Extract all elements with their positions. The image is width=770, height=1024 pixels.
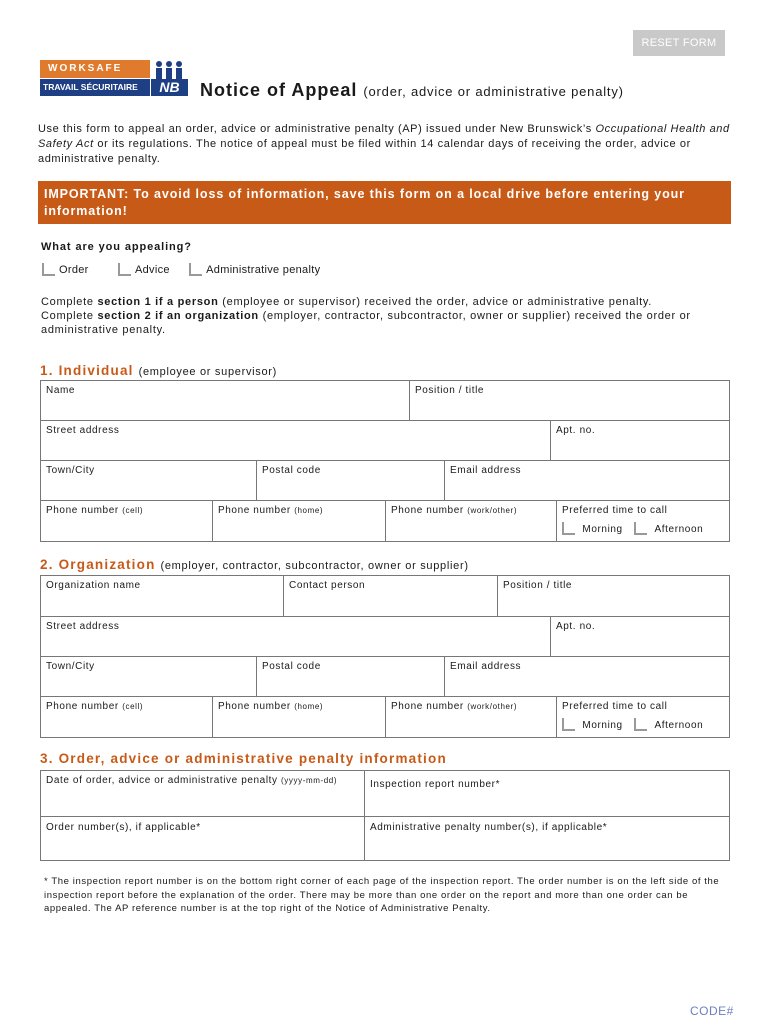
s2-phone-cell-label: Phone number <box>46 701 119 712</box>
s1-position-field[interactable] <box>409 380 730 421</box>
s1-name-field[interactable] <box>40 380 410 421</box>
s2-home-note: (home) <box>294 702 324 711</box>
s1-home-note: (home) <box>294 506 324 515</box>
s2-street-label: Street address <box>46 621 120 632</box>
s2-phone-work-label: Phone number <box>391 701 464 712</box>
section1-subtitle: (employee or supervisor) <box>138 366 278 378</box>
s1-morning-checkbox[interactable] <box>562 522 575 535</box>
s2-email-label: Email address <box>450 661 522 672</box>
advice-checkbox[interactable] <box>118 263 131 276</box>
s1-phone-work-field[interactable] <box>385 500 557 542</box>
s3-order-numbers-field[interactable] <box>40 816 365 861</box>
s1-email-field[interactable] <box>444 460 730 501</box>
s1-postal-label: Postal code <box>262 465 321 476</box>
intro-text <box>38 122 738 167</box>
completion-instructions <box>41 295 741 337</box>
s2-contact-label: Contact person <box>289 580 366 591</box>
s3-ap-numbers-label: Administrative penalty number(s), if applicable* <box>370 822 608 833</box>
s2-town-field[interactable] <box>40 656 257 697</box>
s2-org-name-label: Organization name <box>46 580 141 591</box>
s1-afternoon-checkbox[interactable] <box>634 522 647 535</box>
s1-apt-field[interactable] <box>550 420 730 461</box>
s1-phone-home-field[interactable] <box>212 500 386 542</box>
s1-phone-work-label: Phone number <box>391 505 464 516</box>
s1-position-label: Position / title <box>415 385 485 396</box>
intro-act: Occupational Health and Safety Act <box>38 123 730 150</box>
section2-heading <box>40 557 469 572</box>
s1-name-label: Name <box>46 385 76 396</box>
s3-ap-numbers-field[interactable] <box>364 816 730 861</box>
complete-l1b: section 1 if a person <box>97 296 219 308</box>
s1-cell-note: (cell) <box>122 506 144 515</box>
s3-inspection-label: Inspection report number* <box>370 779 501 790</box>
s2-phone-work-field[interactable] <box>385 696 557 738</box>
reset-form-button[interactable]: RESET FORM <box>633 30 725 56</box>
s2-postal-field[interactable] <box>256 656 445 697</box>
complete-l2c: (employer, contractor, subcontractor, owner or supplier) received the order or administrative penalty. <box>41 310 691 336</box>
s1-preferred-time-label: Preferred time to call <box>562 505 668 516</box>
section2-title: 2. Organization <box>40 557 156 572</box>
s3-date-format: (yyyy-mm-dd) <box>281 776 338 785</box>
code-field[interactable]: CODE# <box>690 1004 734 1018</box>
s1-town-label: Town/City <box>46 465 95 476</box>
important-banner: IMPORTANT: To avoid loss of information, save this form on a local drive before entering your information! <box>38 181 731 224</box>
s1-afternoon-label: Afternoon <box>654 524 704 535</box>
s2-preferred-time-label: Preferred time to call <box>562 701 668 712</box>
order-checkbox[interactable] <box>42 263 55 276</box>
s2-phone-cell-field[interactable] <box>40 696 213 738</box>
administrative-penalty-label: Administrative penalty <box>206 264 321 276</box>
s2-apt-field[interactable] <box>550 616 730 657</box>
s2-contact-field[interactable] <box>283 575 498 617</box>
s2-phone-home-field[interactable] <box>212 696 386 738</box>
section2-subtitle: (employer, contractor, subcontractor, owner or supplier) <box>160 560 469 572</box>
logo-people-icon <box>151 60 188 79</box>
order-label: Order <box>59 264 89 276</box>
footnote: * The inspection report number is on the bottom right corner of each page of the inspection report. The order number is on the left side of the inspection report before the explanation of the order. There may be more than one order on the report and more than one order can be appealed. The AP reference number is at the top right of the Notice of Administrative Penalty. <box>44 876 720 914</box>
s2-morning-label: Morning <box>582 720 623 731</box>
s1-morning-label: Morning <box>582 524 623 535</box>
section1-title: 1. Individual <box>40 363 134 378</box>
s2-position-field[interactable] <box>497 575 730 617</box>
advice-label: Advice <box>134 264 170 276</box>
section3-title: 3. Order, advice or administrative penalty information <box>40 751 447 766</box>
logo-worksafe-text: WORKSAFE <box>40 60 150 78</box>
complete-l2b: section 2 if an organization <box>97 310 259 322</box>
logo-travail-text: TRAVAIL SÉCURITAIRE <box>40 79 150 96</box>
s1-preferred-time-group <box>556 500 730 542</box>
s1-work-note: (work/other) <box>467 506 518 515</box>
s2-apt-label: Apt. no. <box>556 621 596 632</box>
s2-cell-note: (cell) <box>122 702 144 711</box>
title-main: Notice of Appeal <box>200 80 358 100</box>
s1-street-label: Street address <box>46 425 120 436</box>
s1-phone-cell-label: Phone number <box>46 505 119 516</box>
appeal-question: What are you appealing? <box>41 241 192 253</box>
appeal-options <box>42 263 336 276</box>
s1-phone-home-label: Phone number <box>218 505 291 516</box>
section3-heading <box>40 751 447 766</box>
intro-part2: or its regulations. The notice of appeal must be filed within 14 calendar days of receiving the order, advice or administrative penalty. <box>38 138 691 165</box>
s3-date-field[interactable] <box>40 770 365 817</box>
s1-street-field[interactable] <box>40 420 551 461</box>
title-subtitle: (order, advice or administrative penalty) <box>363 84 624 99</box>
s2-position-label: Position / title <box>503 580 573 591</box>
s1-apt-label: Apt. no. <box>556 425 596 436</box>
s3-order-numbers-label: Order number(s), if applicable* <box>46 822 201 833</box>
s2-org-name-field[interactable] <box>40 575 284 617</box>
s1-postal-field[interactable] <box>256 460 445 501</box>
logo-nb-text: NB <box>151 79 188 96</box>
s1-email-label: Email address <box>450 465 522 476</box>
section1-heading <box>40 363 277 378</box>
s3-date-label: Date of order, advice or administrative penalty <box>46 775 278 786</box>
s2-street-field[interactable] <box>40 616 551 657</box>
s2-morning-checkbox[interactable] <box>562 718 575 731</box>
s2-afternoon-label: Afternoon <box>654 720 704 731</box>
administrative-penalty-checkbox[interactable] <box>189 263 202 276</box>
s3-inspection-field[interactable] <box>364 770 730 817</box>
intro-part1: Use this form to appeal an order, advice or administrative penalty (AP) issued under New Brunswick’s <box>38 123 596 135</box>
s2-afternoon-checkbox[interactable] <box>634 718 647 731</box>
complete-l2a: Complete <box>41 310 98 322</box>
s2-email-field[interactable] <box>444 656 730 697</box>
s2-work-note: (work/other) <box>467 702 518 711</box>
page-title <box>200 80 624 101</box>
s1-phone-cell-field[interactable] <box>40 500 213 542</box>
worksafe-nb-logo <box>40 60 190 100</box>
complete-l1a: Complete <box>41 296 98 308</box>
s2-preferred-time-group <box>556 696 730 738</box>
s1-town-field[interactable] <box>40 460 257 501</box>
s2-postal-label: Postal code <box>262 661 321 672</box>
s2-town-label: Town/City <box>46 661 95 672</box>
s2-phone-home-label: Phone number <box>218 701 291 712</box>
complete-l1c: (employee or supervisor) received the order, advice or administrative penalty. <box>218 296 653 308</box>
